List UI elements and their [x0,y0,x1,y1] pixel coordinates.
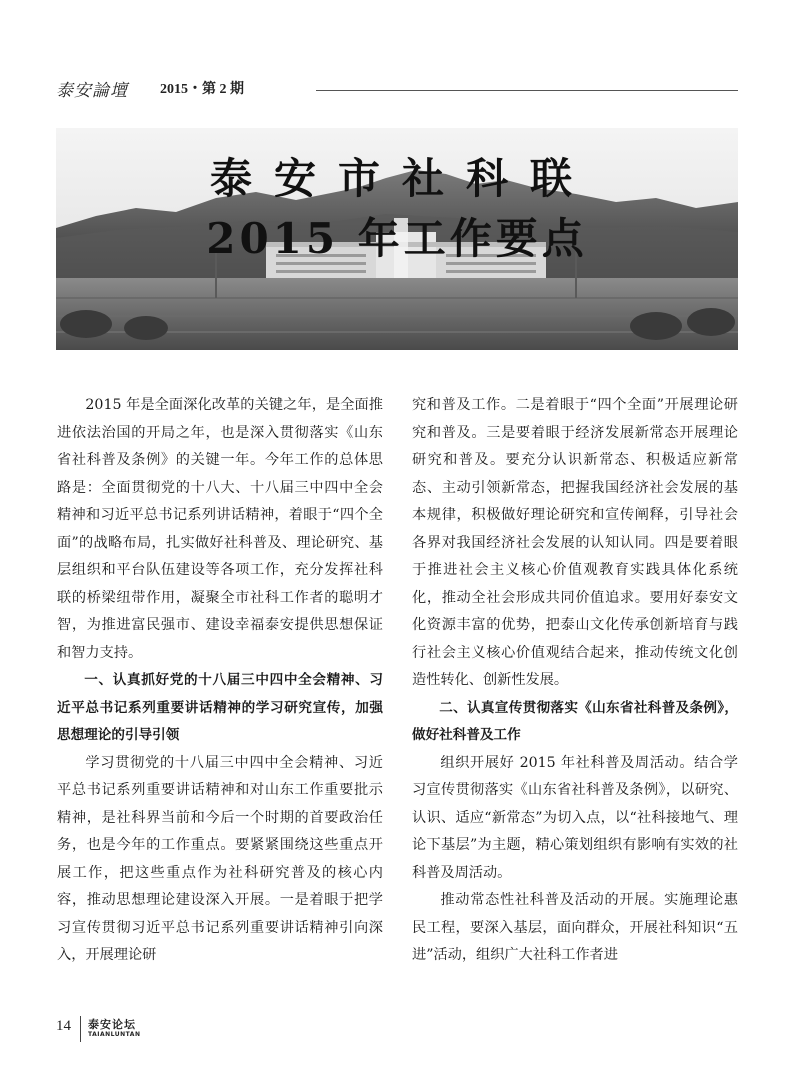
banner [56,128,738,350]
paragraph: 学习贯彻党的十八届三中四中全会精神、习近平总书记系列重要讲话精神和对山东工作重要批示精神，是社科界当前和今后一个时期的首要政治任务，也是今年的工作重点。要紧紧围绕这些重点开展工作，把这些重点作为社科研究普及的核心内容，推动思想理论建设深入开展。一是着眼于把学习宣传贯彻习近平总书记系列重要讲话精神引向深入，开展理论研 [57,754,383,963]
plaza [56,278,738,350]
left-column [57,392,383,970]
journal-name: 泰安論壇 [56,81,128,101]
section-heading: 一、认真抓好党的十八届三中四中全会精神、习近平总书记系列重要讲话精神的学习研究宣传，加强思想理论的引导引领 [57,672,383,743]
issue-number: 2015・第 2 期 [160,82,244,97]
running-head [56,76,738,101]
header-rule [316,90,738,91]
paragraph-continued: 究和普及工作。二是着眼于“四个全面”开展理论研究和普及。三是要着眼于经济发展新常态开展理论研究和普及。要充分认识新常态、积极适应新常态、主动引领新常态，把握我国经济社会发展的基本规律，积极做好理论研究和宣传阐释，引导社会各界对我国经济社会发展的认知认同。四是要着眼于推进社会主义核心价值观教育实践具体化系统化，推动全社会形成共同价值追求。要用好泰安文化资源丰富的优势，把泰山文化传承创新培育与践行社会主义核心价值观结合起来，推动传统文化创造性转化、创新性发展。 [412,397,738,688]
section-heading: 二、认真宣传贯彻落实《山东省社科普及条例》，做好社科普及工作 [412,699,738,743]
footer-rule [80,1016,81,1042]
right-column [412,392,738,970]
paragraph: 推动常态性社科普及活动的开展。实施理论惠民工程，要深入基层，面向群众，开展社科知识“五进”活动，组织广大社科工作者进 [412,892,738,963]
banner-title-line2: 2015 年工作要点 [206,214,588,263]
footer-journal-en: TAIANLUNTAN [88,1031,141,1038]
page-number: 14 [56,1018,71,1034]
paragraph: 组织开展好 2015 年社科普及周活动。结合学习宣传贯彻落实《山东省社科普及条例》，以研究、认识、适应“新常态”为切入点，以“社科接地气、理论下基层”为主题，精心策划组织有影响有实效的社科普及周活动。 [412,754,738,881]
footer [56,1016,356,1046]
banner-title-line1: 泰安市社科联 [209,154,594,203]
paragraph: 2015 年是全面深化改革的关键之年，是全面推进依法治国的开局之年，也是深入贯彻落实《山东省社科普及条例》的关键一年。今年工作的总体思路是：全面贯彻党的十八大、十八届三中四中全会精神和习近平总书记系列讲话精神，着眼于“四个全面”的战略布局，扎实做好社科普及、理论研究、基层组织和平台队伍建设等各项工作，充分发挥社科联的桥梁纽带作用，凝聚全市社科工作者的聪明才智，为推进富民强市、建设幸福泰安提供思想保证和智力支持。 [57,397,383,661]
footer-journal-cn: 泰安论坛 [88,1018,136,1031]
